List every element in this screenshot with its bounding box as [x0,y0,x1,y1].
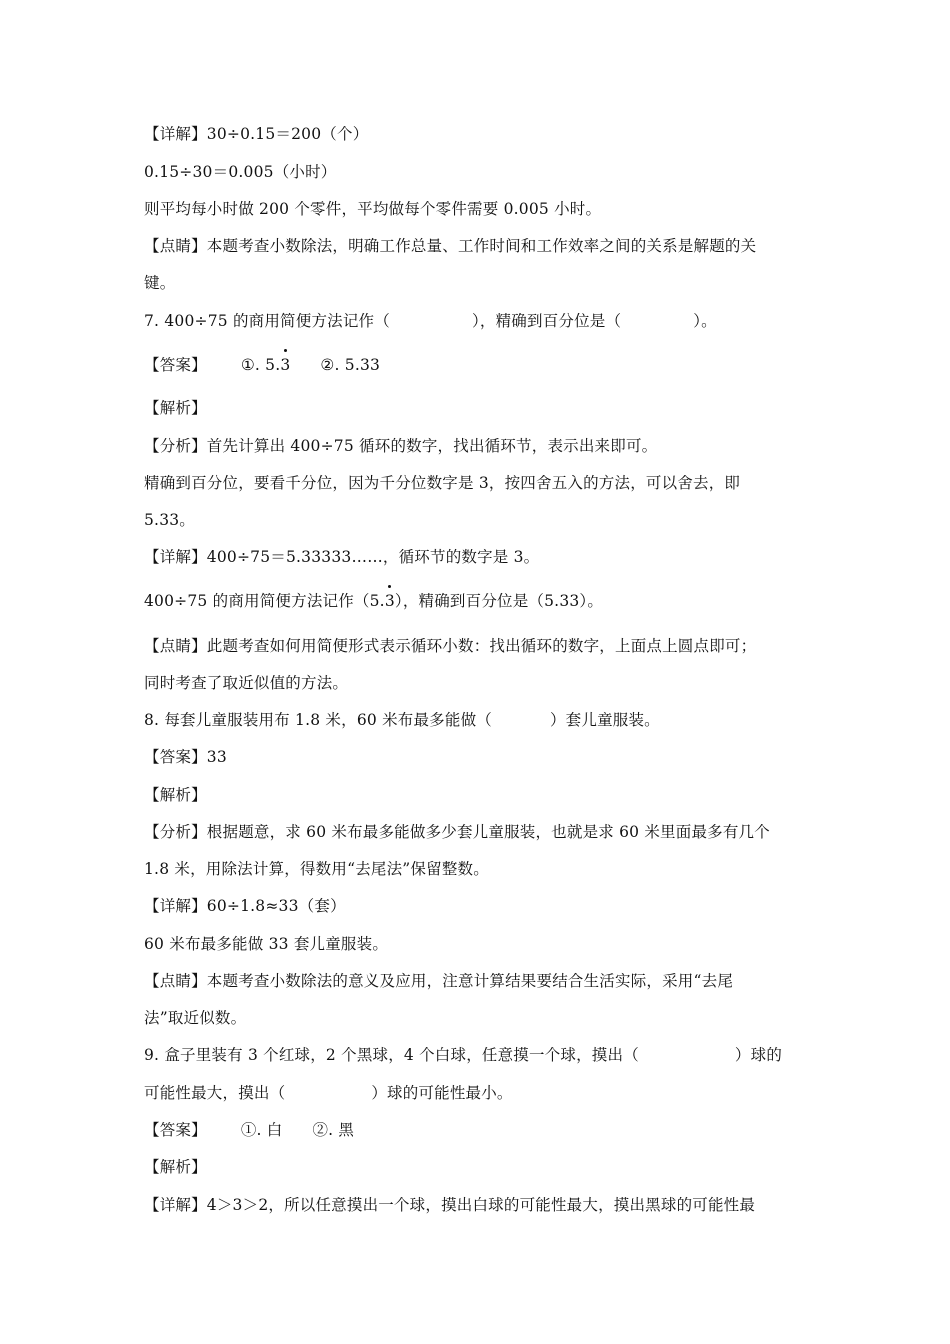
question-8-text-part2: ）套儿童服装。 [549,711,660,729]
question-9-text-part1: 9. 盒子里装有 3 个红球，2 个黑球，4 个白球，任意摸一个球，摸出（ [144,1046,639,1064]
detail-line: 【详解】4＞3＞2，所以任意摸出一个球，摸出白球的可能性最大，摸出黑球的可能性最 [144,1196,756,1214]
review-line: 同时考查了取近似值的方法。 [144,674,349,692]
repeating-digit: 3 [385,591,395,611]
review-line: 键。 [144,274,176,292]
answer-8: 【答案】33 [144,748,227,766]
analysis-line: 1.8 米，用除法计算，得数用“去尾法”保留整数。 [144,860,489,878]
analysis-line: 【分析】首先计算出 400÷75 循环的数字，找出循环节，表示出来即可。 [144,437,658,455]
review-line: 【点睛】此题考查如何用简便形式表示循环小数：找出循环的数字，上面点上圆点即可； [144,637,757,655]
analysis-line: 5.33。 [144,511,196,529]
analysis-label: 【解析】 [144,1158,207,1176]
analysis-label: 【解析】 [144,399,207,417]
question-9-line2: 可能性最大，摸出（ ）球的可能性最小。 [144,1084,513,1102]
answer-9 [144,1120,354,1140]
answer-label: 【答案】 [144,356,207,374]
question-7 [144,311,717,331]
question-9-text-part2: ）球的 [734,1046,783,1064]
analysis-label: 【解析】 [144,786,207,804]
review-line: 法”取近似数。 [144,1009,247,1027]
repeat-dot-icon [284,349,287,352]
answer-9-part1: ①. 白 [240,1121,283,1139]
answer-7 [144,355,380,375]
question-7-text-part2: ），精确到百分位是（ [471,312,622,330]
question-8 [144,710,660,730]
review-line: 【点睛】本题考查小数除法，明确工作总量、工作时间和工作效率之间的关系是解题的关 [144,237,757,255]
answer-7-part2: ②. 5.33 [320,356,381,374]
answer-label: 【答案】 [144,1121,207,1139]
question-7-text-part1: 7. 400÷75 的商用简便方法记作（ [144,312,390,330]
detail-line: 60 米布最多能做 33 套儿童服装。 [144,935,389,953]
analysis-line: 【分析】根据题意，求 60 米布最多能做多少套儿童服装，也就是求 60 米里面最多有几个 [144,823,770,841]
detail-line: 【详解】400÷75＝5.33333……，循环节的数字是 3。 [144,548,540,566]
detail-line: 【详解】60÷1.8≈33（套） [144,897,346,915]
detail-line: 0.15÷30＝0.005（小时） [144,163,337,181]
question-9 [144,1045,782,1065]
detail-line: 【详解】30÷0.15＝200（个） [144,125,369,143]
analysis-line: 精确到百分位，要看千分位，因为千分位数字是 3，按四舍五入的方法，可以舍去，即 [144,474,741,492]
detail-line: 则平均每小时做 200 个零件，平均做每个零件需要 0.005 小时。 [144,200,602,218]
repeating-digit: 3 [280,355,290,375]
question-7-text-part3: ）。 [693,312,717,330]
question-8-text-part1: 8. 每套儿童服装用布 1.8 米，60 米布最多能做（ [144,711,492,729]
answer-7-part1-prefix: ①. 5. [240,356,281,374]
repeat-dot-icon [388,585,391,588]
answer-9-part2: ②. 黑 [312,1121,355,1139]
detail-line: 400÷75 的商用简便方法记作（5.3 ），精确到百分位是（5.33）。 [144,591,603,611]
review-line: 【点睛】本题考查小数除法的意义及应用，注意计算结果要结合生活实际，采用“去尾 [144,972,734,990]
